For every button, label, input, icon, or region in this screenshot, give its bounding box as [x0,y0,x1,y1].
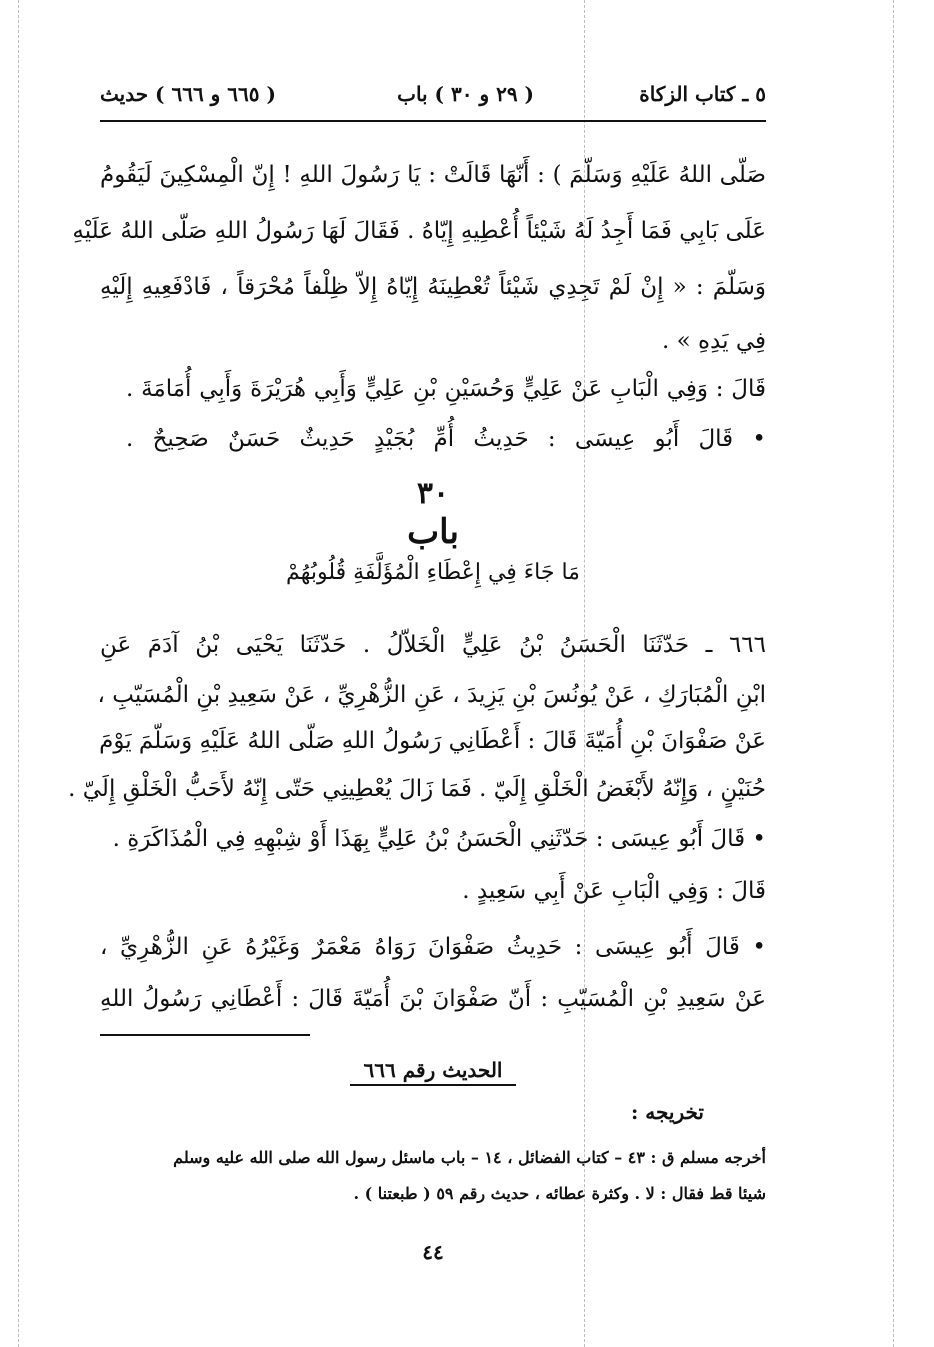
takhrij-line: شيئا قط فقال : لا . وكثرة عطائه ، حديث رقم ٥٩ ( طبعتنا ) . [353,1184,766,1203]
abu-isa-666-b-line: عَنْ سَعِيدِ بْنِ الْمُسَيّبِ : أَنّ صَفْوَانَ بْنَ أُمَيّةَ قَالَ : أَعْطَانِي رَسُولُ اللهِ [100,986,766,1012]
fold-line-left [18,0,19,1347]
hadith-666-line: حُنَيْنٍ ، وَإِنّهُ لأَبْغَضُ الْخَلْقِ إِلَيّ . فَمَا زَالَ يُعْطِينِي حَتّى إِنّهُ لأَحَبُّ الْخَلْقِ إِلَيّ . [68,776,766,802]
footnote-hadith-ref-text: الحديث رقم ٦٦٦ [350,1058,517,1086]
bab-title: مَا جَاءَ فِي إِعْطَاءِ الْمُؤَلَّفَةِ قُلُوبُهُمْ [286,560,580,585]
abu-isa-666-b-line: • قَالَ أَبُو عِيسَى : حَدِيثُ صَفْوَانَ رَوَاهُ مَعْمَرٌ وَغَيْرُهُ عَنِ الزُّهْرِيِّ ، [100,934,766,960]
footnote-hadith-ref [100,1058,766,1082]
bab-heading: باب [407,512,459,552]
hadith-665-line: فِي يَدِهِ » . [661,328,766,354]
header-hadith-range: ( ٦٦٥ و ٦٦٦ ) حديث [100,82,276,106]
fold-line-right [893,0,894,1347]
footnote-separator [100,1034,310,1036]
hadith-666-line: عَنْ صَفْوَانَ بْنِ أُمَيّةَ قَالَ : أَعْطَانِي رَسُولُ اللهِ صَلّى اللهُ عَلَيْهِ وَسَلّمَ يَوْمَ [99,728,766,754]
header-rule [100,120,766,122]
bab-666-note: قَالَ : وَفِي الْبَابِ عَنْ أَبِي سَعِيدٍ . [462,878,766,904]
hadith-666-line: ابْنِ الْمُبَارَكِ ، عَنْ يُونُسَ بْنِ يَزِيدَ ، عَنِ الزُّهْرِيِّ ، عَنْ سَعِيدِ بْنِ الْمُسَيّبِ ، [97,682,766,708]
bab-number: ٣٠ [416,476,450,511]
bab-665-note: قَالَ : وَفِي الْبَابِ عَنْ عَلِيٍّ وَحُسَيْنِ بْنِ عَلِيٍّ وَأَبِي هُرَيْرَةَ وَأَبِي أُمَامَةَ . [126,376,766,402]
page-number: ٤٤ [422,1240,444,1264]
fold-line-center [584,0,585,1347]
abu-isa-666: • قَالَ أَبُو عِيسَى : حَدّثَنِي الْحَسَنُ بْنُ عَلِيٍّ بِهَذَا أَوْ شِبْهِهِ فِي الْمُذَاكَرَةِ . [112,826,766,852]
header-chapter: ٥ ـ كتاب الزكاة [639,82,766,106]
takhrij-line: أخرجه مسلم ق : ٤٣ – كتاب الفضائل ، ١٤ – باب ماسئل رسول الله صلى الله عليه وسلم [173,1148,766,1167]
hadith-666-line: ٦٦٦ ـ حَدّثَنَا الْحَسَنُ بْنُ عَلِيٍّ الْخَلاّلُ . حَدّثَنَا يَحْيَى بْنُ آدَمَ عَنِ [100,632,766,658]
takhrij-title: تخريجه : [630,1100,704,1124]
hadith-665-line: صَلّى اللهُ عَلَيْهِ وَسَلّمَ ) : أَنّهَا قَالَتْ : يَا رَسُولَ اللهِ ! إِنّ الْمِسْكِينَ لَيَقُومُ [100,162,766,188]
header-section: ( ٢٩ و ٣٠ ) باب [397,82,534,106]
hadith-665-line: عَلَى بَابِي فَمَا أَجِدُ لَهُ شَيْئاً أُعْطِيهِ إِيّاهُ . فَقَالَ لَهَا رَسُولُ اللهِ صَلّى اللهُ عَلَيْهِ [72,218,766,244]
running-header [100,78,766,112]
hadith-665-line: وَسَلّمَ : « إِنْ لَمْ تَجِدِي شَيْئاً تُعْطِينَهُ إِيّاهُ إِلاّ ظِلْفاً مُحْرَقاً ، فَادْفَعِيهِ إِلَيْهِ [100,274,766,300]
abu-isa-665: • قَالَ أَبُو عِيسَى : حَدِيثُ أُمِّ بُجَيْدٍ حَدِيثٌ حَسَنٌ صَحِيحٌ . [126,426,766,452]
